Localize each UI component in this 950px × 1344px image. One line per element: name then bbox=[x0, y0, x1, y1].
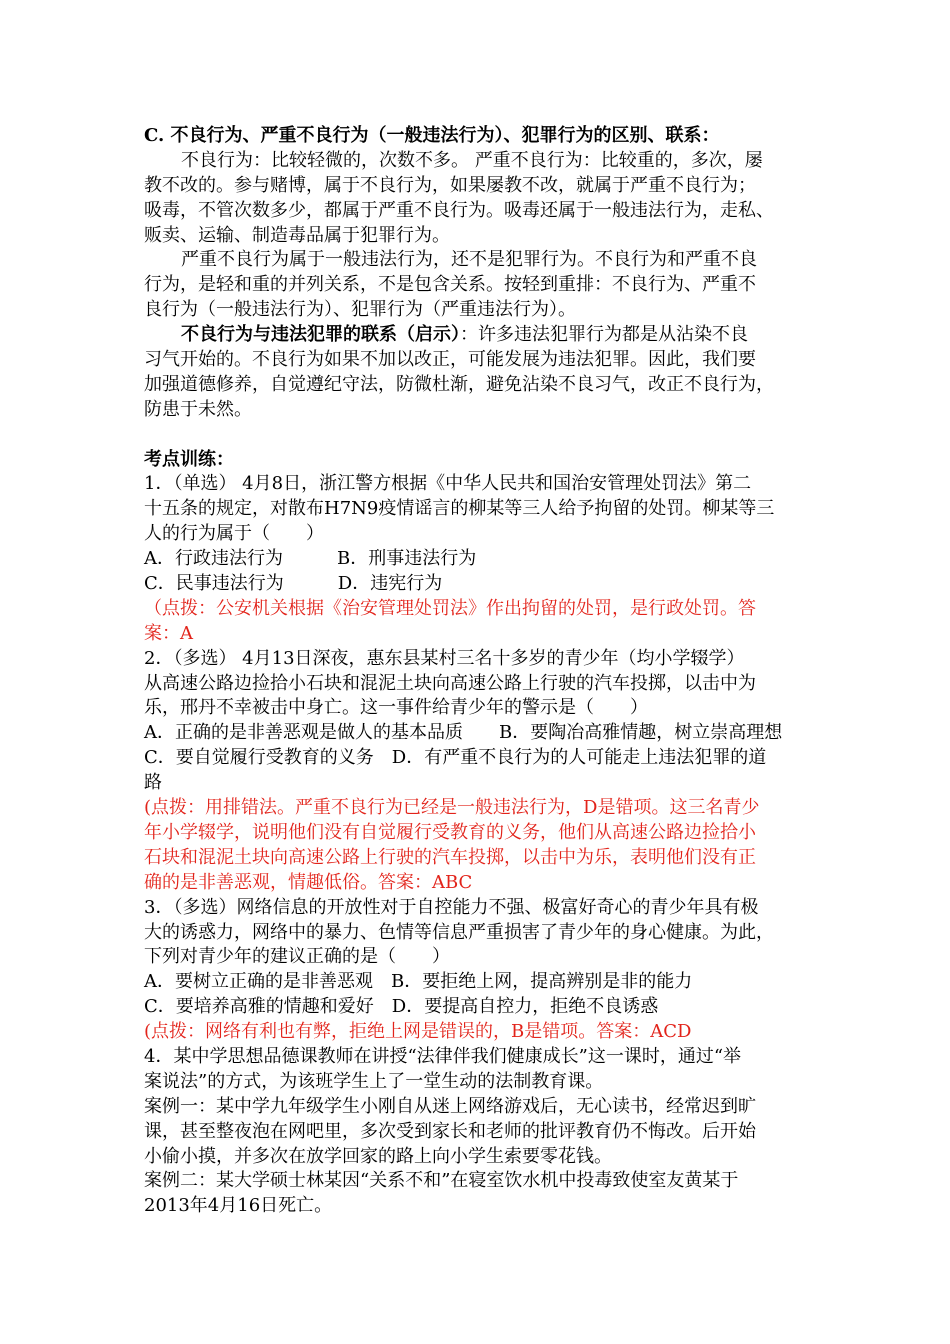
text-line: 防患于未然。 bbox=[144, 398, 252, 420]
option-line: 路 bbox=[144, 772, 162, 794]
text-line bbox=[144, 323, 816, 348]
option-line: C．要自觉履行受教育的义务 D．有严重不良行为的人可能走上违法犯罪的道 bbox=[144, 747, 767, 769]
case-line: 2013年4月16日死亡。 bbox=[144, 1195, 333, 1217]
section-c-paragraph-2 bbox=[144, 248, 816, 323]
document-body bbox=[144, 124, 816, 1219]
question-stem-line: 案说法”的方式，为该班学生上了一堂生动的法制教育课。 bbox=[144, 1070, 604, 1092]
option-line: C．要培养高雅的情趣和爱好 D．要提高自控力，拒绝不良诱惑 bbox=[144, 996, 659, 1018]
option-line: A．正确的是非善恶观是做人的基本品质 B．要陶冶高雅情趣，树立崇高理想 bbox=[144, 722, 783, 744]
hint-line: (点拨：用排错法。严重不良行为已经是一般违法行为，D是错项。这三名青少 bbox=[144, 797, 760, 819]
section-c-paragraph-1 bbox=[144, 149, 816, 249]
hint-line: 石块和混泥土块向高速公路上行驶的汽车投掷，以击中为乐，表明他们没有正 bbox=[144, 846, 756, 868]
question-2 bbox=[144, 647, 816, 896]
text-line: 习气开始的。不良行为如果不加以改正，可能发展为违法犯罪。因此，我们要 bbox=[144, 349, 756, 371]
option-line: A．要树立正确的是非善恶观 B．要拒绝上网，提高辨别是非的能力 bbox=[144, 971, 693, 993]
question-stem-line: 2．（多选） 4月13日深夜，惠东县某村三名十多岁的青少年（均小学辍学） bbox=[144, 647, 745, 669]
hint-line: 案：A bbox=[144, 622, 193, 644]
question-stem-line: 大的诱惑力，网络中的暴力、色情等信息严重损害了青少年的身心健康。为此， bbox=[144, 921, 774, 943]
text-line: 良行为（一般违法行为）、犯罪行为（严重违法行为）。 bbox=[144, 299, 576, 321]
hint-line: （点拨：公安机关根据《治安管理处罚法》作出拘留的处罚，是行政处罚。答 bbox=[144, 597, 756, 619]
case-line: 课，甚至整夜泡在网吧里，多次受到家长和老师的批评教育仍不悔改。后开始 bbox=[144, 1120, 756, 1142]
question-stem-line: 从高速公路边捡拾小石块和混泥土块向高速公路上行驶的汽车投掷，以击中为 bbox=[144, 672, 756, 694]
text-line: 教不改的。参与赌博，属于不良行为，如果屡教不改，就属于严重不良行为； bbox=[144, 174, 756, 196]
question-stem-line: 3．（多选）网络信息的开放性对于自控能力不强、极富好奇心的青少年具有极 bbox=[144, 896, 759, 918]
option-line: C．民事违法行为 D．违宪行为 bbox=[144, 573, 443, 595]
option-line: A．行政违法行为 B．刑事违法行为 bbox=[144, 548, 477, 570]
text-line: 贩卖、运输、制造毒品属于犯罪行为。 bbox=[144, 224, 450, 246]
question-stem-line: 人的行为属于（ ） bbox=[144, 523, 324, 545]
question-stem-line: 1．（单选） 4月8日，浙江警方根据《中华人民共和国治安管理处罚法》第二 bbox=[144, 473, 752, 495]
hint-line: (点拨：网络有利也有弊，拒绝上网是错误的，B是错项。答案：ACD bbox=[144, 1021, 692, 1043]
text-line: 吸毒，不管次数多少，都属于严重不良行为。吸毒还属于一般违法行为，走私、 bbox=[144, 199, 774, 221]
question-3 bbox=[144, 896, 816, 1045]
text-line: 严重不良行为属于一般违法行为，还不是犯罪行为。不良行为和严重不良 bbox=[181, 249, 757, 271]
case-line: 小偷小摸，并多次在放学回家的路上向小学生索要零花钱。 bbox=[144, 1145, 612, 1167]
question-stem-line: 乐，邢丹不幸被击中身亡。这一事件给青少年的警示是（ ） bbox=[144, 697, 648, 719]
text-line: 加强道德修养，自觉遵纪守法，防微杜渐，避免沾染不良习气，改正不良行为， bbox=[144, 373, 774, 395]
hint-line: 年小学辍学，说明他们没有自觉履行受教育的义务，他们从高速公路边捡拾小 bbox=[144, 821, 756, 843]
section-c-paragraph-3 bbox=[144, 323, 816, 423]
question-4 bbox=[144, 1045, 816, 1219]
text-line: 不良行为：比较轻微的，次数不多。 严重不良行为：比较重的，多次，屡 bbox=[181, 149, 763, 171]
text-line: 行为，是轻和重的并列关系，不是包含关系。按轻到重排：不良行为、严重不 bbox=[144, 274, 756, 296]
connection-text: ：许多违法犯罪行为都是从沾染不良 bbox=[460, 324, 748, 346]
question-stem-line: 十五条的规定，对散布H7N9疫情谣言的柳某等三人给予拘留的处罚。柳某等三 bbox=[144, 498, 775, 520]
hint-line: 确的是非善恶观，情趣低俗。答案：ABC bbox=[144, 871, 473, 893]
question-stem-line: 下列对青少年的建议正确的是（ ） bbox=[144, 946, 450, 968]
case-line: 案例一：某中学九年级学生小刚自从迷上网络游戏后，无心读书，经常迟到旷 bbox=[144, 1095, 756, 1117]
training-heading: 考点训练： bbox=[144, 448, 234, 470]
question-stem-line: 4．某中学思想品德课教师在讲授“法律伴我们健康成长”这一课时，通过“举 bbox=[144, 1045, 742, 1067]
section-c-heading: C. 不良行为、严重不良行为（一般违法行为）、犯罪行为的区别、联系： bbox=[144, 125, 720, 146]
case-line: 案例二：某大学硕士林某因“关系不和”在寝室饮水机中投毒致使室友黄某于 bbox=[144, 1170, 739, 1192]
question-1 bbox=[144, 472, 816, 646]
spacer bbox=[144, 423, 816, 448]
connection-label: 不良行为与违法犯罪的联系（启示） bbox=[181, 324, 460, 346]
